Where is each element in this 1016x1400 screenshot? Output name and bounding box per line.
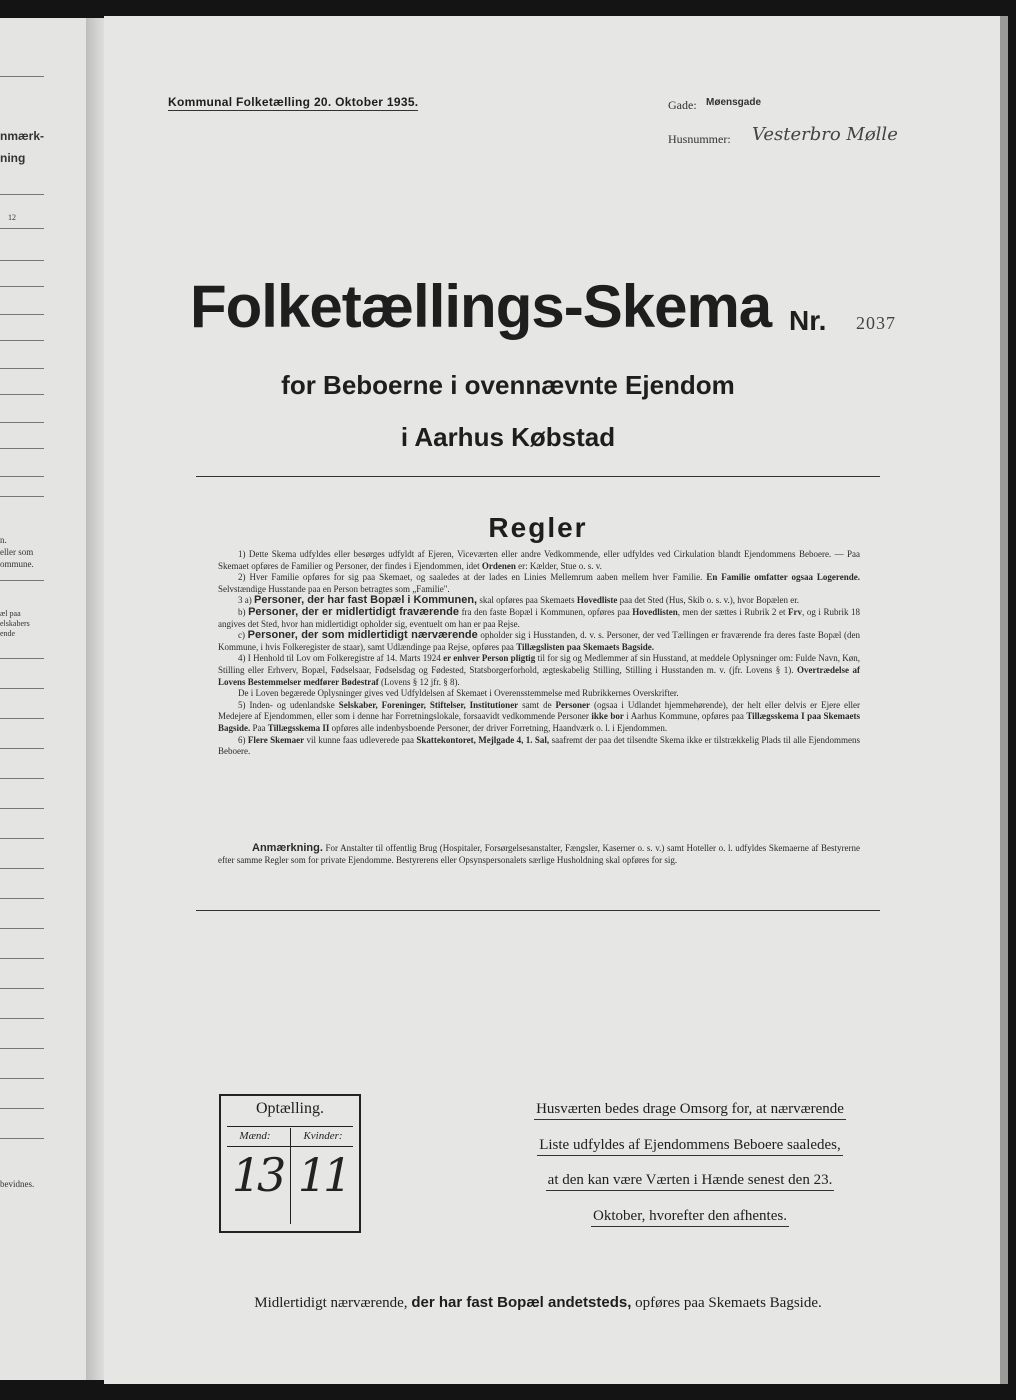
form-line: [0, 778, 44, 779]
form-line: [0, 928, 44, 929]
left-note: ende: [0, 629, 16, 638]
notice-line: Liste udfyldes af Ejendommens Beboere saaledes,: [510, 1137, 870, 1154]
rule-3a: 3 a) Personer, der har fast Bopæl i Kommunen, skal opføres paa Skemaets Hovedliste paa det Sted (Hus, Skib o. s. v.), hvor Bopælen er.: [238, 594, 799, 607]
gade-value: Møensgade: [706, 97, 762, 108]
form-line: [0, 340, 44, 341]
notice-line: Oktober, hvorefter den afhentes.: [510, 1208, 870, 1225]
left-page-fragment: [0, 18, 96, 1380]
form-line: [0, 1138, 44, 1139]
form-line: [0, 748, 44, 749]
form-line: [0, 1108, 44, 1109]
remark-label: Anmærkning.: [252, 842, 323, 854]
subtitle-city: i Aarhus Købstad: [400, 422, 616, 452]
rule-3c: c) Personer, der som midlertidigt nærværende opholder sig i Husstanden, d. v. s. Personer, der ved Tællingen er fraværende fra deres faste Bopæl (den Kommune, i hvis Folkeregister de staar), samt Udlændinge paa Rejse, opføres paa Tillægslisten paa Skemaets Bagside.: [218, 629, 861, 652]
remark-block: [218, 843, 860, 866]
left-note: bevidnes.: [0, 1179, 35, 1189]
form-line: [0, 228, 44, 229]
form-line: [0, 368, 44, 369]
form-line: [0, 958, 44, 959]
form-line: [0, 476, 44, 477]
rule-2: 2) Hver Familie opføres for sig paa Skemaet, og saaledes at der lades en Linies Mellemrum aaben mellem hver Familie. En Familie omfatter ogsaa Logerende. Selvstændige Husstande paa en Person betragtes som „Familie".: [218, 572, 860, 594]
rule-6: 6) Flere Skemaer vil kunne faas udleverede paa Skattekontoret, Mejlgade 4, 1. Sal, saafremt der paa det tilsendte Skema ikke er tilstrækkelig Plads til alle Ejendommens Beboere.: [218, 734, 861, 757]
form-line: [0, 868, 44, 869]
left-heading: nmærk-: [0, 129, 45, 143]
count-divider: [227, 1146, 353, 1147]
form-line: [0, 718, 44, 719]
number-label: Nr.: [789, 305, 827, 336]
count-divider: [227, 1126, 353, 1127]
left-note: ommune.: [0, 559, 34, 569]
form-line: [0, 898, 44, 899]
form-line: [0, 194, 44, 195]
gade-label: Gade:: [668, 98, 697, 112]
count-divider: [290, 1128, 291, 1224]
rule-4b: De i Loven begærede Oplysninger gives ved Udfyldelsen af Skemaet i Overensstemmelse med Rubrikkernes Overskrifter.: [238, 688, 679, 699]
form-line: [0, 688, 44, 689]
form-line: [0, 658, 44, 659]
divider: [196, 476, 880, 477]
left-note: elskabers: [0, 619, 30, 628]
form-line: [0, 286, 44, 287]
form-number: 2037: [856, 313, 896, 333]
column-number: 12: [8, 213, 16, 222]
rule-3b: b) Personer, der er midlertidigt fraværende fra den faste Bopæl i Kommunen, opføres paa Hovedlisten, men der sættes i Rubrik 2 et Frv, og i Rubrik 18 angives det Sted, hvor han midlertidigt opholder sig, eventuelt om han er paa Rejse.: [218, 605, 861, 629]
form-line: [0, 838, 44, 839]
form-line: [0, 808, 44, 809]
divider: [196, 910, 880, 911]
women-label: Kvinder:: [303, 1130, 343, 1142]
left-note: æl paa: [0, 609, 21, 618]
census-title: Kommunal Folketælling 20. Oktober 1935.: [168, 95, 419, 109]
page-edge: [1000, 16, 1008, 1384]
husnummer-label: Husnummer:: [668, 132, 731, 146]
remark-text: For Anstalter til offentlig Brug (Hospitaler, Forsørgelsesanstalter, Fængsler, Kaserner o. s. v.) samt Hoteller o. l. udfyldes Skemaerne af Bestyrerne efter samme Regler som for private Ejendomme. Bestyrerens eller Opsynspersonalets særlige Husholdning skal opføres for sig.: [218, 843, 861, 865]
left-heading: ning: [0, 151, 26, 165]
women-count: 11: [297, 1148, 349, 1202]
form-line: [0, 1078, 44, 1079]
form-line: [0, 1048, 44, 1049]
husnummer-value: Vesterbro Mølle: [752, 124, 898, 145]
form-line: [0, 988, 44, 989]
form-line: [0, 76, 44, 77]
notice-line: at den kan være Værten i Hænde senest den 23.: [510, 1172, 870, 1189]
left-note: eller som: [0, 547, 34, 557]
form-title: Folketællings-Skema: [190, 273, 772, 340]
subtitle: for Beboerne i ovennævnte Ejendom: [281, 370, 735, 400]
form-line: [0, 260, 44, 261]
form-line: [0, 314, 44, 315]
form-line: [0, 580, 44, 581]
rules-text: [218, 549, 860, 758]
form-line: [0, 496, 44, 497]
left-note: n.: [0, 535, 7, 545]
rule-1: 1) Dette Skema udfyldes eller besørges udfyldt af Ejeren, Viceværten eller andre Vedkommende, eller udfyldes ved Cirkulation blandt Ejendommens Beboere. — Paa Skemaet opføres de Familier og Personer, der findes i Ejendommen, idet Ordenen er: Kælder, Stue o. s. v.: [218, 549, 860, 571]
rule-4: 4) I Henhold til Lov om Folkeregistre af 14. Marts 1924 er enhver Person pligtig til for sig og Medlemmer af sin Husstand, at meddele Oplysninger om: Fulde Navn, Køn, Stilling eller Erhverv, Bopæl, Fødselsaar, Fødselsdag og Fødested, Statsborgerforhold, ægteskabelig Stilling, Stilling i Husstanden m. v. (jfr. Lovens § 1). Overtrædelse af Lovens Bestemmelser medfører Bødestraf (Lovens § 12 jfr. § 8).: [218, 653, 861, 687]
form-line: [0, 1018, 44, 1019]
men-label: Mænd:: [239, 1130, 271, 1142]
rule-5: 5) Inden- og udenlandske Selskaber, Foreninger, Stiftelser, Institutioner samt de Personer (ogsaa i Udlandet hjemmehørende), der helt eller delvis er Ejere eller Medejere af Ejendommen, eller som i denne har Forretningslokale, forsaavidt vedkommende Personer ikke bor i Aarhus Kommune, opføres paa Tillægsskema I paa Skemaets Bagside. Paa Tillægsskema II opføres alle indenbysboende Personer, der driver Forretning, Haandværk o. l. i Ejendommen.: [218, 699, 861, 733]
count-title: Optælling.: [255, 1100, 324, 1117]
rules-heading: Regler: [488, 512, 588, 543]
footer-note: Midlertidigt nærværende, der har fast Bopæl andetsteds, opføres paa Skemaets Bagside.: [254, 1294, 822, 1311]
count-box: [219, 1094, 361, 1233]
notice-line: Husværten bedes drage Omsorg for, at nærværende: [510, 1101, 870, 1118]
men-count: 13: [231, 1148, 283, 1202]
